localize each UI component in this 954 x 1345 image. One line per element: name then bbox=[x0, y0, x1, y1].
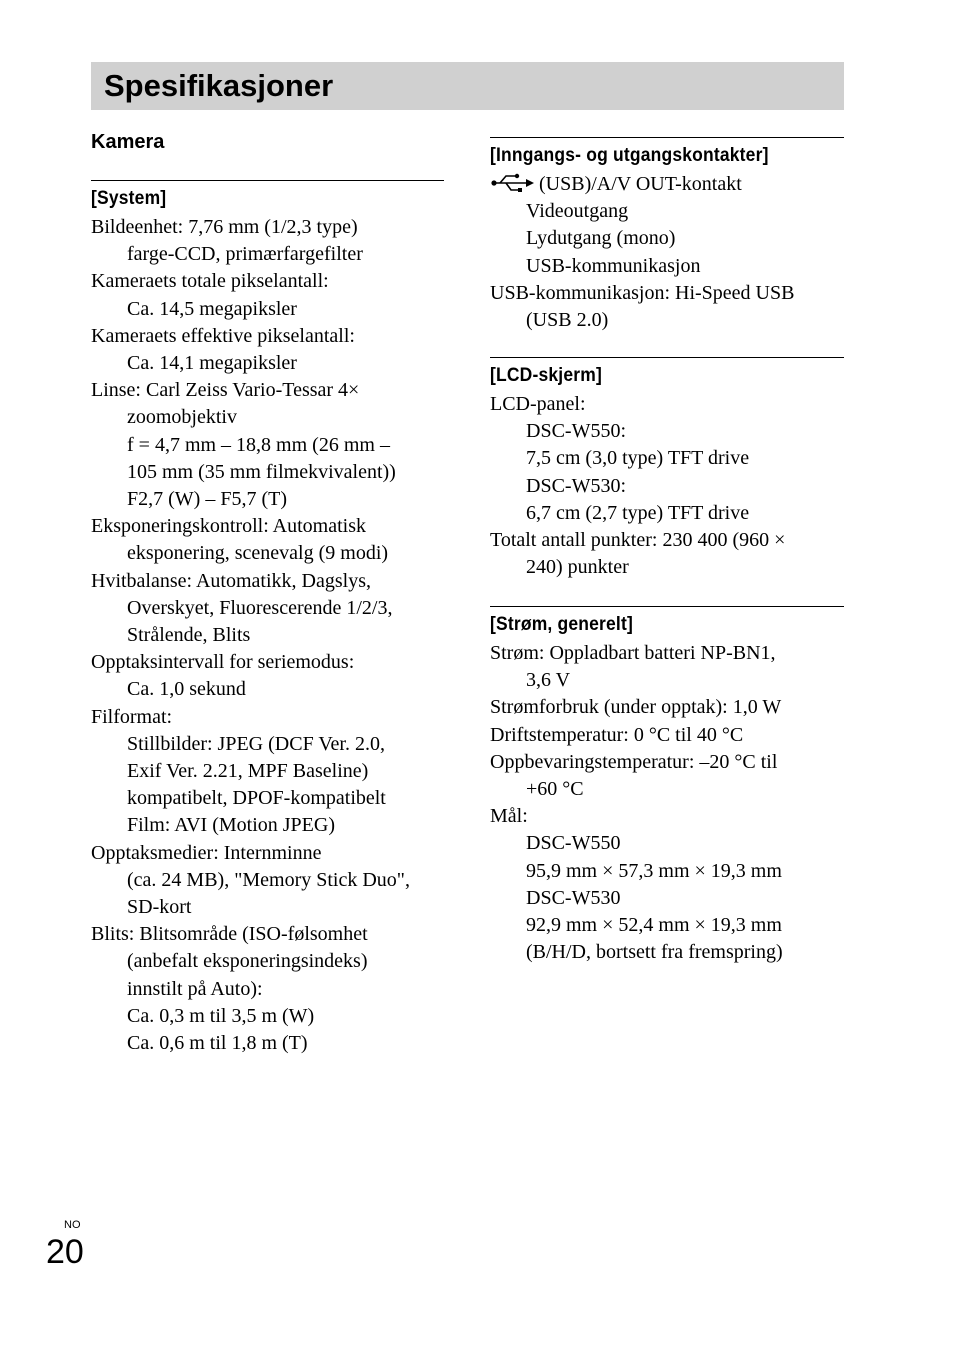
spec-line: 7,5 cm (3,0 type) TFT drive bbox=[526, 447, 750, 470]
spec-line: (USB 2.0) bbox=[526, 309, 609, 332]
spec-line: Exif Ver. 2.21, MPF Baseline) bbox=[127, 760, 369, 783]
spec-line: Strøm: Oppladbart batteri NP-BN1, bbox=[490, 642, 776, 664]
power-spec-list bbox=[490, 640, 844, 966]
spec-line: Ca. 0,6 m til 1,8 m (T) bbox=[127, 1032, 308, 1055]
system-spec-list bbox=[91, 214, 444, 1057]
lcd-section bbox=[490, 357, 844, 581]
spec-line: kompatibelt, DPOF-kompatibelt bbox=[127, 787, 386, 810]
spec-line: Blits: Blitsområde (ISO-følsomhet bbox=[91, 923, 368, 946]
spec-line: Strålende, Blits bbox=[127, 624, 251, 647]
spec-line: Linse: Carl Zeiss Vario-Tessar 4× bbox=[91, 379, 360, 402]
spec-line: DSC-W550 bbox=[526, 832, 621, 855]
page-number: 20 bbox=[46, 1233, 84, 1271]
power-section bbox=[490, 606, 844, 966]
spec-line: Strømforbruk (under opptak): 1,0 W bbox=[490, 696, 782, 719]
spec-line: Ca. 1,0 sekund bbox=[127, 678, 246, 701]
spec-line: farge-CCD, primærfargefilter bbox=[127, 243, 363, 266]
spec-line: Totalt antall punkter: 230 400 (960 × bbox=[490, 529, 786, 552]
spec-line: DSC-W530: bbox=[526, 474, 626, 497]
spec-line: 3,6 V bbox=[526, 669, 571, 692]
spec-line: Lydutgang (mono) bbox=[526, 227, 676, 250]
system-section-title: [System] bbox=[91, 188, 167, 209]
spec-line: 6,7 cm (2,7 type) TFT drive bbox=[526, 501, 750, 524]
lcd-section-title: [LCD-skjerm] bbox=[490, 365, 602, 386]
spec-line: Mål: bbox=[490, 805, 528, 828]
spec-line: (ca. 24 MB), "Memory Stick Duo", bbox=[127, 868, 410, 891]
spec-line: Ca. 14,1 megapiksler bbox=[127, 352, 297, 375]
spec-line: Opptaksintervall for seriemodus: bbox=[91, 651, 355, 674]
spec-line: F2,7 (W) – F5,7 (T) bbox=[127, 488, 287, 511]
spec-line: zoomobjektiv bbox=[127, 406, 237, 429]
spec-line: Filformat: bbox=[91, 705, 173, 728]
io-section bbox=[490, 137, 844, 334]
spec-line: +60 °C bbox=[526, 778, 584, 801]
system-section bbox=[91, 180, 444, 1057]
spec-line: 95,9 mm × 57,3 mm × 19,3 mm bbox=[526, 859, 782, 882]
io-section-title: [Inngangs- og utgangskontakter] bbox=[490, 145, 769, 166]
spec-line: Opptaksmedier: Internminne bbox=[91, 841, 322, 864]
spec-line: eksponering, scenevalg (9 modi) bbox=[127, 542, 389, 565]
spec-line: Driftstemperatur: 0 °C til 40 °C bbox=[490, 723, 744, 746]
spec-line: Hvitbalanse: Automatikk, Dagslys, bbox=[91, 569, 371, 592]
spec-line: f = 4,7 mm – 18,8 mm (26 mm – bbox=[127, 433, 390, 456]
usb-connector-line bbox=[490, 171, 844, 198]
title-bar bbox=[91, 62, 844, 110]
spec-line: Film: AVI (Motion JPEG) bbox=[127, 814, 335, 837]
spec-line: 92,9 mm × 52,4 mm × 19,3 mm bbox=[526, 914, 782, 937]
spec-line: SD-kort bbox=[127, 896, 192, 919]
io-spec-list bbox=[490, 171, 844, 334]
spec-line: LCD-panel: bbox=[490, 393, 586, 415]
spec-line: Stillbilder: JPEG (DCF Ver. 2.0, bbox=[127, 732, 385, 755]
spec-line: USB-kommunikasjon bbox=[526, 254, 701, 277]
usb-icon bbox=[490, 173, 534, 193]
power-section-title: [Strøm, generelt] bbox=[490, 614, 633, 635]
spec-line: Oppbevaringstemperatur: –20 °C til bbox=[490, 750, 778, 773]
spec-line: Eksponeringskontroll: Automatisk bbox=[91, 515, 366, 538]
spec-line: Bildeenhet: 7,76 mm (1/2,3 type) bbox=[91, 216, 358, 238]
spec-line: USB-kommunikasjon: Hi-Speed USB bbox=[490, 281, 795, 304]
spec-line: (anbefalt eksponeringsindeks) bbox=[127, 950, 368, 973]
spec-line: innstilt på Auto): bbox=[127, 977, 263, 1000]
spec-line: 240) punkter bbox=[526, 556, 629, 579]
spec-line: Videoutgang bbox=[526, 200, 629, 223]
spec-line: DSC-W530 bbox=[526, 886, 621, 909]
camera-subheading: Kamera bbox=[91, 131, 165, 153]
spec-line: (B/H/D, bortsett fra fremspring) bbox=[526, 941, 783, 964]
page-title: Spesifikasjoner bbox=[104, 68, 334, 103]
usb-connector-text: (USB)/A/V OUT-kontakt bbox=[539, 173, 742, 195]
spec-line: 105 mm (35 mm filmekvivalent)) bbox=[127, 460, 396, 483]
spec-line: Ca. 14,5 megapiksler bbox=[127, 297, 297, 320]
spec-line: Kameraets totale pikselantall: bbox=[91, 270, 329, 293]
spec-line: Ca. 0,3 m til 3,5 m (W) bbox=[127, 1004, 315, 1027]
lcd-spec-list bbox=[490, 391, 844, 581]
spec-line: Overskyet, Fluorescerende 1/2/3, bbox=[127, 596, 393, 619]
page-language: NO bbox=[64, 1219, 81, 1231]
spec-line: DSC-W550: bbox=[526, 420, 626, 443]
spec-line: Kameraets effektive pikselantall: bbox=[91, 324, 355, 347]
